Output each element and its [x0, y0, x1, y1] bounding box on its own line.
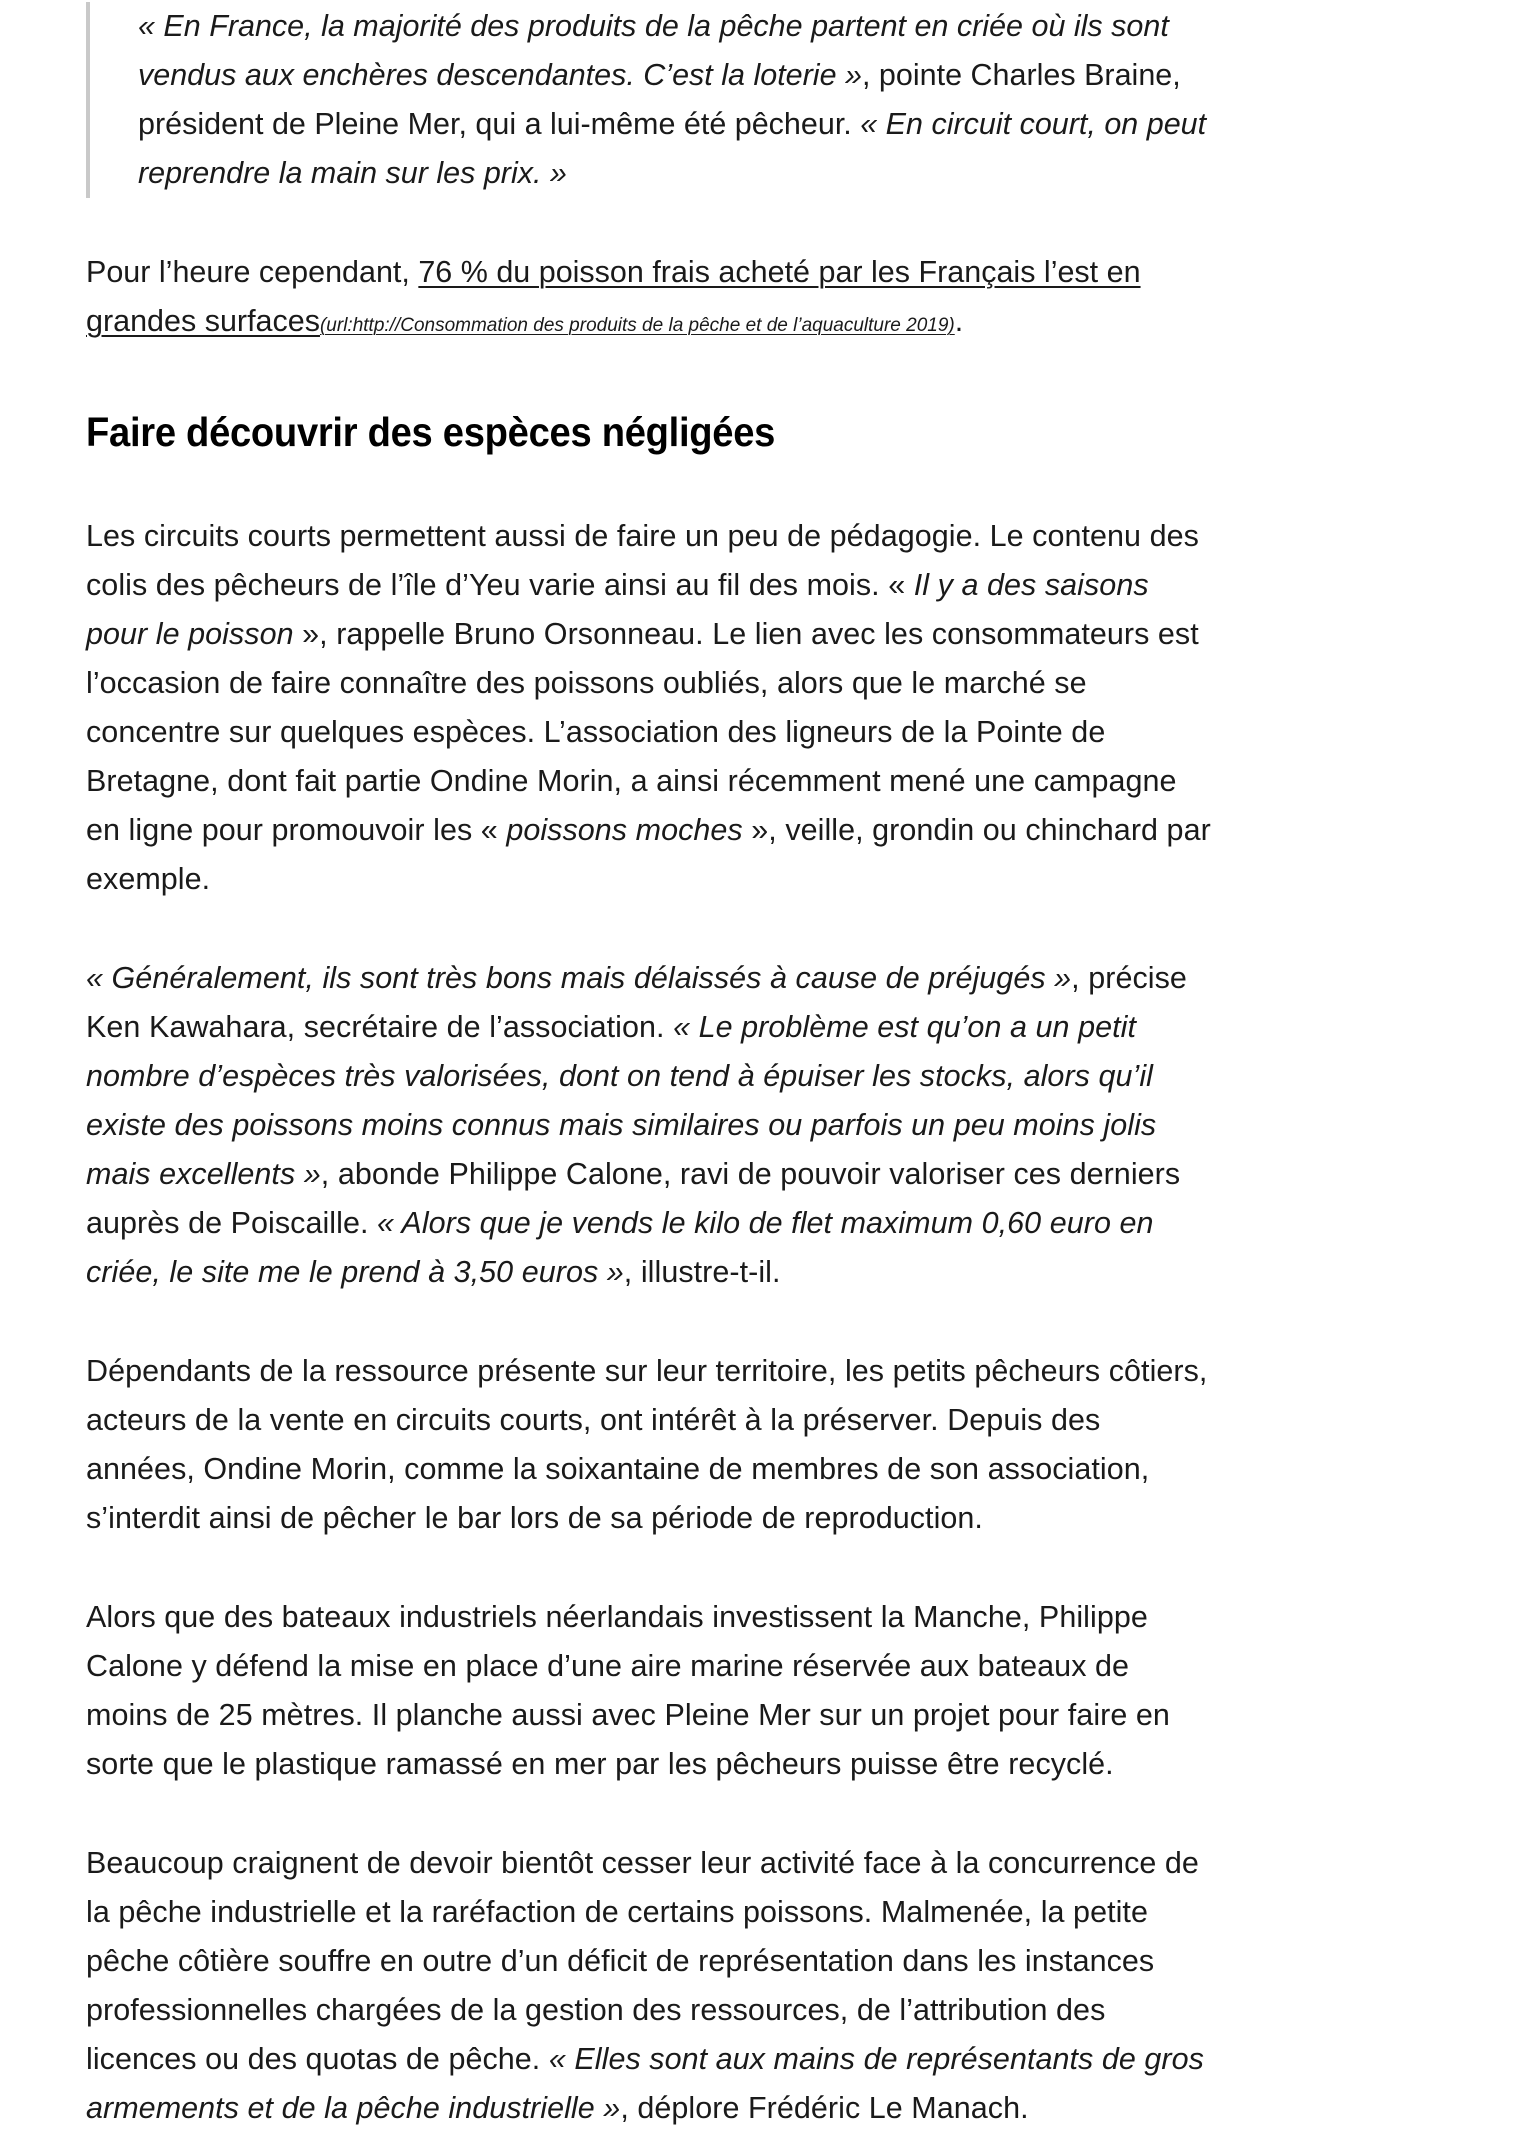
quote-run: poissons moches	[506, 813, 743, 847]
text-run: «	[888, 568, 914, 602]
quote-run: « Alors que je vends le kilo de flet maximum 0,60 euro en criée, le site me le prend à 3,50 euros »	[86, 1206, 1154, 1289]
source-link[interactable]: 76 % du poisson frais acheté par les Français l’est en grandes surfaces	[86, 255, 1141, 338]
quote-run: « Elles sont aux mains de représentants de gros armements et de la pêche industrielle »	[86, 2042, 1204, 2125]
text-run: », veille, grondin ou chinchard par exemple.	[86, 813, 1211, 896]
source-link-paragraph	[86, 248, 1211, 350]
spacer	[86, 1789, 1211, 1839]
text-run: Alors que des bateaux industriels néerlandais investissent la Manche, Philippe Calone y défend la mise en place d’une aire marine réservée aux bateaux de moins de 25 mètres. Il planche aussi avec Pleine Mer sur un projet pour faire en sorte que le plastique ramassé en mer par les pêcheurs puisse être recyclé.	[86, 1600, 1170, 1781]
spacer	[86, 904, 1211, 954]
text-run: , déplore Frédéric Le Manach.	[620, 2091, 1029, 2125]
pull-quote	[86, 2, 1211, 198]
spacer	[86, 1297, 1211, 1347]
paragraph-neerlandais	[86, 1593, 1211, 1789]
link-lead-text: Pour l’heure cependant,	[86, 255, 419, 289]
paragraph-concurrence	[86, 1839, 1211, 2133]
text-run: Les circuits courts permettent aussi de faire un peu de pédagogie. Le contenu des colis des pêcheurs de l’île d’Yeu varie ainsi au fil des mois.	[86, 519, 1199, 602]
text-run: , illustre-t-il.	[623, 1255, 781, 1289]
article-content	[86, 0, 1211, 2133]
paragraph-pedagogie	[86, 512, 1211, 904]
spacer	[86, 198, 1211, 248]
spacer	[86, 1543, 1211, 1593]
text-run: , précise Ken Kawahara, secrétaire de l’association.	[86, 961, 1187, 1044]
quote-run: « Le problème est qu’on a un petit nombre d’espèces très valorisées, dont on tend à épuiser les stocks, alors qu’il existe des poissons moins connus mais similaires ou parfois un peu moins jolis mais excellents »	[86, 1010, 1157, 1191]
url-annotation: (url:http://Consommation des produits de la pêche et de l’aquaculture 2019)	[319, 315, 955, 336]
text-run: , abonde Philippe Calone, ravi de pouvoir valoriser ces derniers auprès de Poiscaille.	[86, 1157, 1181, 1240]
pull-quote-part-3: « En circuit court, on peut reprendre la main sur les prix. »	[138, 107, 1207, 190]
section-heading: Faire découvrir des espèces négligées	[86, 409, 776, 455]
section-heading-wrapper	[86, 350, 1211, 512]
paragraph-kawahara	[86, 954, 1211, 1297]
text-run: Dépendants de la ressource présente sur leur territoire, les petits pêcheurs côtiers, acteurs de la vente en circuits courts, ont intérêt à la préserver. Depuis des années, Ondine Morin, comme la soixantaine de membres de son association, s’interdit ainsi de pêcher le bar lors de sa période de reproduction.	[86, 1354, 1208, 1535]
paragraph-ressource	[86, 1347, 1211, 1543]
quote-run: Il y a des saisons pour le poisson	[86, 568, 1149, 651]
pull-quote-part-1: « En France, la majorité des produits de la pêche partent en criée où ils sont vendus aux enchères descendantes. C’est la loterie »	[138, 9, 1169, 92]
link-trailing-text: .	[954, 304, 964, 338]
text-run: », rappelle Bruno Orsonneau. Le lien avec les consommateurs est l’occasion de faire connaître des poissons oubliés, alors que le marché se concentre sur quelques espèces. L’association des ligneurs de la Pointe de Bretagne, dont fait partie Ondine Morin, a ainsi récemment mené une campagne en ligne pour promouvoir les «	[86, 617, 1199, 847]
quote-run: « Généralement, ils sont très bons mais délaissés à cause de préjugés »	[86, 961, 1072, 995]
pull-quote-part-2: , pointe Charles Braine, président de Pleine Mer, qui a lui-même été pêcheur.	[138, 58, 1181, 141]
text-run: Beaucoup craignent de devoir bientôt cesser leur activité face à la concurrence de la pêche industrielle et la raréfaction de certains poissons. Malmenée, la petite pêche côtière souffre en outre d’un déficit de représentation dans les instances professionnelles chargées de la gestion des ressources, de l’attribution des licences ou des quotas de pêche.	[86, 1846, 1199, 2076]
